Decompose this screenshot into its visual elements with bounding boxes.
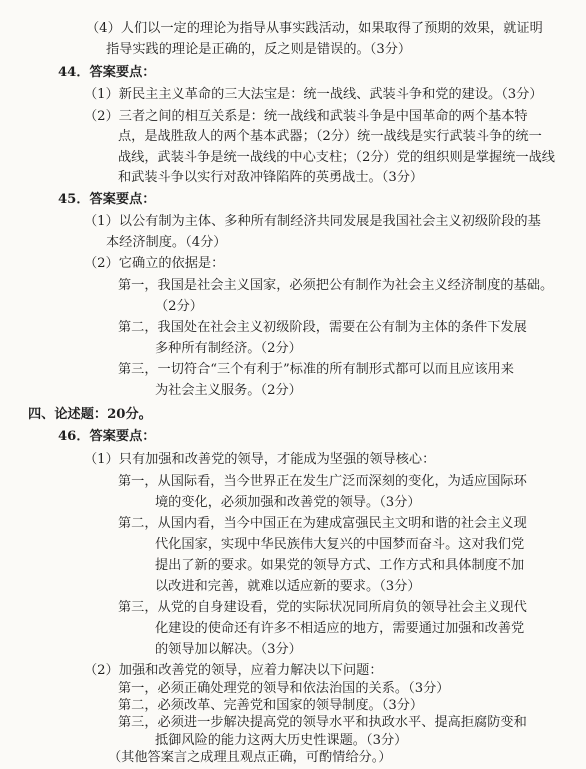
- q45-heading: 45．答案要点：: [58, 191, 156, 207]
- line-25: 代化国家，实现中华民族伟大复兴的中国梦而奋斗。这对我们党: [155, 537, 525, 553]
- line-7: 战线，武装斗争是统一战线的中心支柱；（2分）党的组织则是掌握统一战线: [118, 149, 555, 165]
- line-30: 的领导加以解决。（3分）: [155, 641, 302, 657]
- q44-heading: 44．答案要点：: [58, 64, 156, 80]
- line-13: 第一，我国是社会主义国家，必须把公有制作为社会主义经济制度的基础。: [118, 277, 554, 293]
- line-2: 指导实践的理论是正确的，反之则是错误的。（3分）: [106, 41, 412, 57]
- line-8: 和武装斗争以实行对敌冲锋陷阵的英勇战士。（3分）: [118, 169, 424, 185]
- line-31: （2）加强和改善党的领导，应着力解决以下问题：: [84, 662, 383, 678]
- line-5: （2）三者之间的相互关系是：统一战线和武装斗争是中国革命的两个基本特: [84, 108, 528, 124]
- line-4: （1）新民主主义革命的三大法宝是：统一战线、武装斗争和党的建设。（3分）: [84, 86, 543, 102]
- line-15: 第二，我国处在社会主义初级阶段，需要在公有制为主体的条件下发展: [118, 319, 527, 335]
- line-12: （2）它确立的依据是：: [84, 255, 225, 271]
- line-11: 本经济制度。（4分）: [106, 234, 227, 250]
- line-10: （1）以公有制为主体、多种所有制经济共同发展是我国社会主义初级阶段的基: [84, 213, 541, 229]
- line-27: 以改进和完善，就难以适应新的要求。（3分）: [155, 579, 421, 594]
- line-6: 点，是战胜敌人的两个基本武器；（2分）统一战线是实行武装斗争的统一: [118, 128, 542, 144]
- line-24: 第二，从国内看，当今中国正在为建成富强民主文明和谐的社会主义现: [118, 516, 527, 532]
- line-21: （1）只有加强和改善党的领导，才能成为坚强的领导核心：: [84, 452, 436, 468]
- line-36: （其他答案言之成理且观点正确，可酌情给分。）: [108, 749, 392, 765]
- line-23: 境的变化，必须加强和改善党的领导。（3分）: [155, 495, 421, 511]
- line-29: 化建设的使命还有许多不相适应的地方，需要通过加强和改善党: [155, 620, 525, 636]
- line-35: 抵御风险的能力这两大历史性课题。（3分）: [155, 732, 408, 748]
- line-1: （4）人们以一定的理论为指导从事实践活动，如果取得了预期的效果，就证明: [86, 21, 543, 36]
- line-16: 多种所有制经济。（2分）: [155, 340, 302, 356]
- section-4-heading: 四、论述题：20分。: [28, 407, 152, 423]
- line-14: （2分）: [155, 298, 203, 314]
- line-18: 为社会主义服务。（2分）: [155, 383, 302, 399]
- line-28: 第三，从党的自身建设看，党的实际状况同所肩负的领导社会主义现代: [118, 599, 527, 615]
- line-32: 第一，必须正确处理党的领导和依法治国的关系。（3分）: [118, 681, 450, 697]
- line-17: 第三，一切符合“三个有利于”标准的所有制形式都可以而且应该用来: [118, 361, 514, 377]
- line-26: 提出了新的要求。如果党的领导方式、工作方式和具体制度不加: [155, 558, 525, 573]
- line-34: 第三，必须进一步解决提高党的领导水平和执政水平、提高拒腐防变和: [118, 715, 527, 731]
- line-33: 第二，必须改革、完善党和国家的领导制度。（3分）: [118, 698, 424, 714]
- line-22: 第一，从国际看，当今世界正在发生广泛而深刻的变化，为适应国际环: [118, 474, 527, 490]
- q46-heading: 46．答案要点：: [58, 429, 156, 445]
